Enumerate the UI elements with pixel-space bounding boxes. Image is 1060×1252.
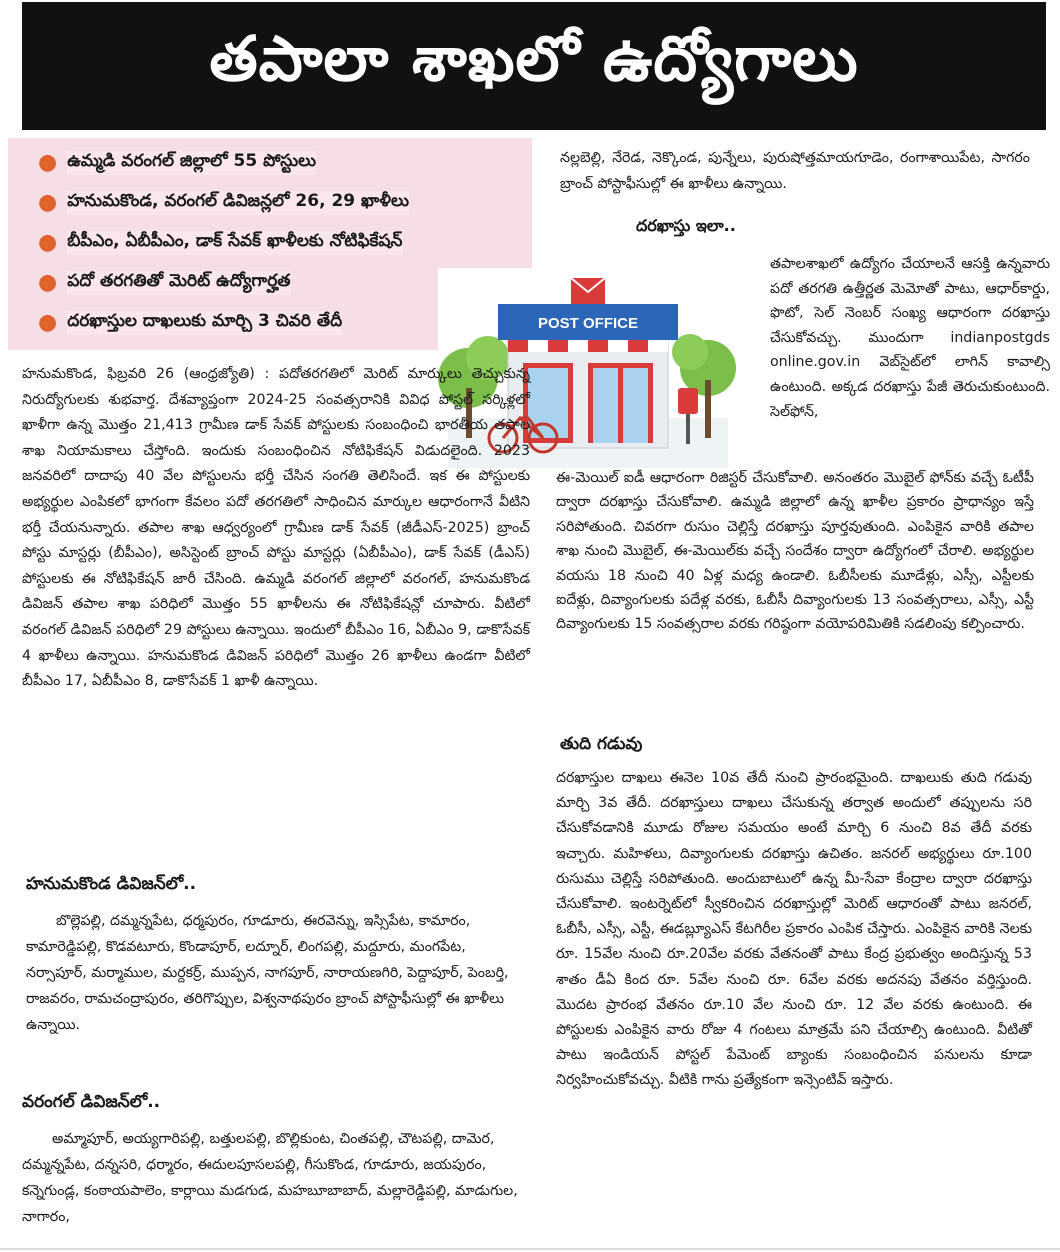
- highlight-item: [38, 186, 409, 220]
- post-office-sign: POST OFFICE: [537, 315, 639, 332]
- intro-article: [22, 362, 530, 695]
- intro-paragraph: హనుమకొండ, ఫిబ్రవరి 26 (ఆంధ్రజ్యోతి) : పదోతరగతిలో మెరిట్ మార్కులు తెచ్చుకున్న నిరుద్యోగులకు శుభవార్త. దేశవ్యాప్తంగా 2024-25 సంవత్సరానికి వివిధ పోస్టల్ సర్కిళ్లలో ఖాళీగా ఉన్న మొత్తం 21,413 గ్రామీణ డాక్ సేవక్ పోస్టులకు సంబంధించి భారతీయ తపాల శాఖ నియామకాలు చేస్తోంది. ఇందుకు సంబంధించిన నోటిఫికేషన్ విడుదలైంది. 2023 జనవరిలో దాదాపు 40 వేల పోస్టులను భర్తీ చేసిన సంగతి తెలిసిందే. ఇక ఈ పోస్టులకు అభ్యర్థుల ఎంపికలో భాగంగా కేవలం పదో తరగతిలో సాధించిన మార్కుల ఆధారంగానే వీటిని భర్తీ చేయనున్నారు. తపాల శాఖ ఆధ్వర్యంలో గ్రామీణ డాక్ సేవక్ (జీడీఎస్-2025) బ్రాంచ్ పోస్టు మాస్టర్లు (బీపీఎం), అసిస్టెంట్ బ్రాంచ్ పోస్టు మాస్టర్లు (ఏబీపీఎం), డాక్ సేవక్ (డీఎస్) పోస్టులకు ఈ నోటిఫికేషన్ జారీ చేసింది. ఉమ్మడి వరంగల్ జిల్లాలో వరంగల్, హనుమకొండ డివిజన్ తపాల శాఖ పరిధిలో మొత్తం 55 ఖాళీలను ఈ నోటిఫికేషన్లో చూపారు. వీటిలో వరంగల్ డివిజన్ పరిధిలో 29 పోస్టులు ఉన్నాయి. ఇందులో బీపీఎం 16, ఏబీఎం 9, డాకొసేవక్ 4 ఖాళీలు ఉన్నాయి. హనుమకొండ డివిజన్ పరిధిలో మొత్తం 26 ఖాళీలు ఉండగా వీటిలో బీపీఎం 17, ఏబీపీఎం 8, డాకొసేవక్ 1 ఖాళీ ఉన్నాయి.: [22, 366, 530, 690]
- warangal-list-continued: [560, 146, 1030, 197]
- apply-wide-column: [556, 466, 1034, 637]
- warangal-heading: వరంగల్ డివిజన్‌లో..: [22, 1092, 161, 1112]
- highlight-text: దరఖాస్తుల దాఖలుకు మార్చి 3 చివరి తేదీ: [67, 311, 342, 335]
- highlight-text: బీపీఎం, ఏబీపీఎం, డాక్ సేవక్ ఖాళీలకు నోటిఫికేషన్: [67, 231, 402, 255]
- highlight-item: [38, 306, 342, 340]
- highlight-text: హనుమకొండ, వరంగల్ డివిజన్లలో 26, 29 ఖాళీలు: [67, 191, 409, 215]
- apply-text-narrow: తపాలశాఖలో ఉద్యోగం చేయాలనే ఆసక్తి ఉన్నవారు పదో తరగతి ఉత్తీర్ణత మెమోతో పాటు, ఆధార్‌కార్డు, ఫొటో, సెల్ నెంబర్ సంఖ్య ఆధారంగా దరఖాస్తు చేసుకోవచ్చు. ముందుగా indianpostgds online.gov.in వెబ్‌సైట్‌లో లాగిన్ కావాల్సి ఉంటుంది. అక్కడ దరఖాస్తు పేజీ తెరుచుకుంటుంది. సెల్‌ఫోన్,: [770, 256, 1050, 420]
- highlight-item: [38, 226, 403, 260]
- headline: తపాలా శాఖలో ఉద్యోగాలు: [22, 2, 1046, 130]
- bullet-icon: ●: [38, 270, 58, 295]
- apply-heading: దరఖాస్తు ఇలా..: [636, 216, 736, 235]
- highlight-text: ఉమ్మడి వరంగల్ జిల్లాలో 55 పోస్టులు: [67, 151, 316, 175]
- highlight-text: పదో తరగతితో మెరిట్ ఉద్యోగార్హత: [67, 271, 290, 295]
- bullet-icon: ●: [38, 190, 58, 215]
- bullet-icon: ●: [38, 310, 58, 335]
- highlight-item: [38, 266, 291, 300]
- apply-text-wide: ఈ-మెయిల్ ఐడీ ఆధారంగా రిజిస్టర్ చేసుకోవాలి. అనంతరం మొబైల్ ఫోన్‌కు వచ్చే ఓటీపీ ద్వారా దరఖాస్తు చేసుకోవాలి. ఉమ్మడి జిల్లాలో ఉన్న ఖాళీల ప్రకారం ప్రాధాన్యం ఇస్తే సరిపోతుంది. చివరగా రుసుం చెల్లిస్తే దరఖాస్తు పూర్తవుతుంది. ఎంపికైన వారికి తపాల శాఖ నుంచి మొబైల్, ఈ-మెయిల్‌కు వచ్చే సందేశం ద్వారా ఉద్యోగంలో చేరాలి. అభ్యర్థుల వయసు 18 నుంచి 40 ఏళ్ల మధ్య ఉండాలి. ఓబీసీలకు మూడేళ్లు, ఎస్సీ, ఎస్టీలకు ఐదేళ్లు, దివ్యాంగులకు పదేళ్ల వరకు, ఓబీసీ దివ్యాంగులకు 13 సంవత్సరాలు, ఎస్సీ, ఎస్టీ దివ్యాంగులకు 15 సంవత్సరాల వరకు గరిష్ఠంగా వయోపరిమితికి సడలింపు కల్పించారు.: [556, 470, 1034, 633]
- bullet-icon: ●: [38, 150, 58, 175]
- warangal-list: [22, 1126, 532, 1230]
- deadline-heading: తుది గడువు: [560, 734, 643, 754]
- bullet-icon: ●: [38, 230, 58, 255]
- apply-narrow-column: [770, 252, 1050, 424]
- deadline-column: [556, 766, 1032, 1094]
- page-bottom-divider: [0, 1248, 1060, 1250]
- highlight-item: [38, 146, 316, 180]
- warangal-text-continued: నల్లబెల్లి, నేరెడ, నెక్కొండ, పున్నేలు, పురుషోత్తమాయగూడెం, రంగాశాయిపేట, సాగరం బ్రాంచ్ పోస్టాఫీసుల్లో ఈ ఖాళీలు ఉన్నాయి.: [560, 150, 1030, 192]
- hanumakonda-text: బొల్లెపల్లి, దమ్మన్నపేట, ధర్మపురం, గూడూరు, ఈరవెన్ను, ఇస్సిపేట, కామారం, కామారెడ్డిపల్లి, కొడవటూరు, కొండాపూర్, లద్నూర్, లింగపల్లి, మద్దూరు, మంగపేట, నర్సాపూర్, మర్మాముల, మర్దకర్ర్, ముప్పన, నాగపూర్, నారాయణగిరి, పెద్దాపూర్, పెంబర్తి, రాజవరం, రామచంద్రాపురం, తరిగొప్పుల, విశ్వనాథపురం బ్రాంచ్ పోస్టాఫీసుల్లో ఈ ఖాళీలు ఉన్నాయి.: [26, 913, 509, 1033]
- hanumakonda-list: [26, 908, 526, 1038]
- deadline-text: దరఖాస్తుల దాఖలు ఈనెల 10వ తేదీ నుంచి ప్రారంభమైంది. దాఖలుకు తుది గడువు మార్చి 3వ తేదీ. దరఖాస్తులు దాఖలు చేసుకున్న తర్వాత అందులో తప్పులను సరి చేసుకోవడానికి మూడు రోజుల సమయం అంటే మార్చి 6 నుంచి 8వ తేదీ వరకు ఇచ్చారు. మహిళలు, దివ్యాంగులకు దరఖాస్తు ఉచితం. జనరల్ అభ్యర్థులు రూ.100 రుసుము చెల్లిస్తే సరిపోతుంది. అందుబాటులో ఉన్న మీ-సేవా కేంద్రాల ద్వారా దరఖాస్తు చేసుకోవాలి. ఇంటర్నెట్‌లో స్వీకరించిన దరఖాస్తుల్లో మెరిట్ ఆధారంతో పాటు జనరల్, ఓబీసీ, ఎస్సీ, ఎస్టీ, ఈడబ్ల్యూఎస్ కేటగిరీల ప్రకారం ఎంపిక చేస్తారు. ఎంపికైన వారికి నెలకు రూ. 15వేల నుంచి రూ.20వేల వరకు వేతనంతో పాటు కేంద్ర ప్రభుత్వం అందిస్తున్న 53 శాతం డీఏ కింద రూ. 5వేల నుంచి రూ. 6వేల వరకు అదనపు వేతనం వర్తిస్తుంది. మొదట ప్రారంభ వేతనం రూ.10 వేల నుంచి రూ. 12 వేల వరకు ఉంటుంది. ఈ పోస్టులకు ఎంపికైన వారు రోజు 4 గంటలు మాత్రమే పని చేయాల్సి ఉంటుంది. వీటితో పాటు ఇండియన్ పోస్టల్ పేమెంట్ బ్యాంకు సంబంధించిన పనులను కూడా నిర్వహించుకోవచ్చు. వీటికి గాను ప్రత్యేకంగా ఇన్సెంటివ్ ఇస్తారు.: [556, 770, 1032, 1089]
- warangal-text: అమ్మాపూర్, అయ్యగారిపల్లి, బత్తులపల్లి, బొల్లికుంట, చింతపల్లి, చౌటపల్లి, దామెర, దమ్మన్నపేట, దన్నసరి, ధర్మారం, ఈదులపూసలపల్లి, గీసుకొండ, గూడూరు, జయపురం, కన్నెగుండ్ల, కంఠాయపాలెం, కార్లాయి మడగుడ, మహబూబాబాద్, మల్లారెడ్డిపల్లి, మాడుగుల, నాగారం,: [22, 1131, 518, 1225]
- hanumakonda-heading: హనుమకొండ డివిజన్‌లో..: [26, 874, 197, 894]
